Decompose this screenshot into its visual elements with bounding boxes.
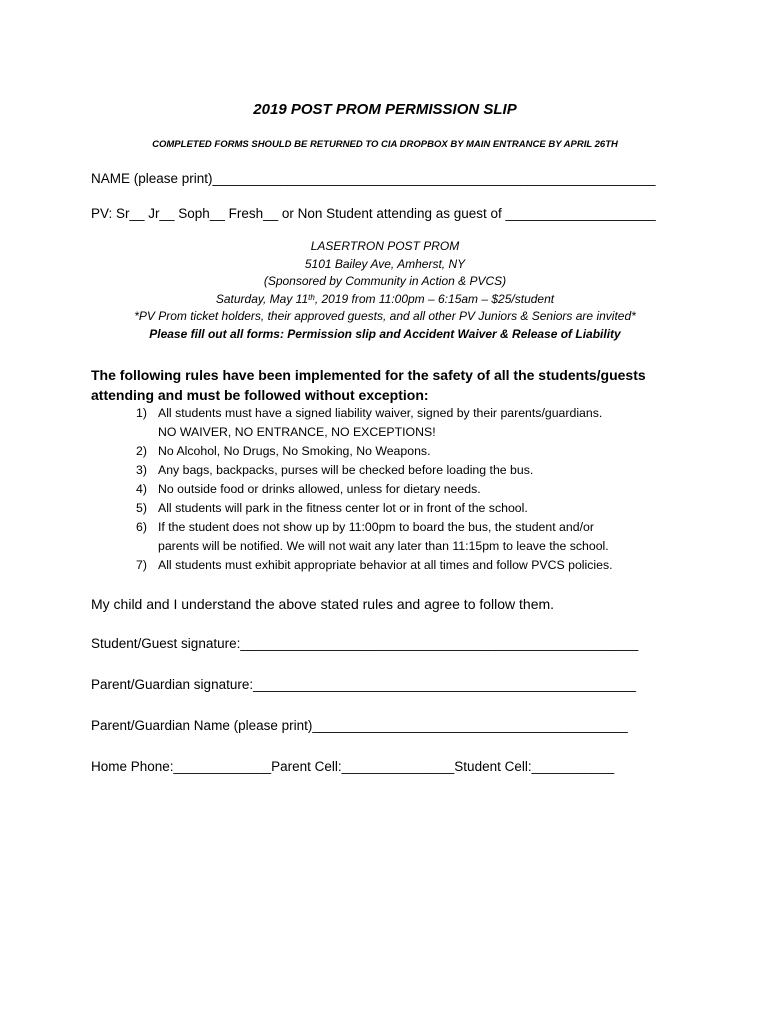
- event-date: Saturday, May 11th, 2019 from 11:00pm – 6:15am – $25/student: [215, 291, 555, 306]
- list-item: NO WAIVER, NO ENTRANCE, NO EXCEPTIONS!: [158, 425, 436, 439]
- event-sponsor: (Sponsored by Community in Action & PVCS): [263, 274, 507, 289]
- list-item: parents will be notified. We will not wait any later than 11:15pm to leave the school.: [158, 539, 609, 553]
- list-item: 2) No Alcohol, No Drugs, No Smoking, No Weapons.: [136, 444, 431, 458]
- event-address: 5101 Bailey Ave, Amherst, NY: [304, 256, 466, 271]
- parent-name-line: Parent/Guardian Name (please print)__________________________________________: [91, 718, 628, 733]
- list-item: 6) If the student does not show up by 11:00pm to board the bus, the student and/or: [136, 520, 594, 534]
- event-venue: LASERTRON POST PROM: [310, 239, 460, 253]
- list-item: 7) All students must exhibit appropriate behavior at all times and follow PVCS policies.: [136, 558, 613, 572]
- event-eligibility: *PV Prom ticket holders, their approved guests, and all other PV Juniors & Seniors are invited*: [134, 309, 636, 324]
- list-item: 1) All students must have a signed liability waiver, signed by their parents/guardians.: [136, 406, 603, 420]
- parent-signature-line: Parent/Guardian signature:___________________________________________________: [91, 677, 637, 692]
- pv-grade-field: PV: Sr__ Jr__ Soph__ Fresh__ or Non Student attending as guest of ____________________: [91, 206, 656, 221]
- phone-numbers-line: Home Phone:_____________Parent Cell:_______________Student Cell:___________: [91, 759, 615, 774]
- name-field: NAME (please print)___________________________________________________________: [91, 171, 656, 186]
- student-signature-line: Student/Guest signature:_____________________________________________________: [91, 636, 639, 651]
- rules-list: [136, 404, 613, 575]
- event-details: [0, 238, 770, 344]
- page-title: 2019 POST PROM PERMISSION SLIP: [253, 101, 517, 118]
- list-item: 4) No outside food or drinks allowed, unless for dietary needs.: [136, 482, 481, 496]
- agreement-statement: My child and I understand the above stated rules and agree to follow them.: [91, 596, 555, 612]
- event-instructions: Please fill out all forms: Permission slip and Accident Waiver & Release of Liability: [149, 326, 621, 341]
- list-item: 5) All students will park in the fitness center lot or in front of the school.: [136, 501, 528, 515]
- rules-heading: The following rules have been implemented for the safety of all the students/guests attending and must be followed without exception:: [91, 367, 646, 403]
- list-item: 3) Any bags, backpacks, purses will be checked before loading the bus.: [136, 463, 534, 477]
- return-instructions: COMPLETED FORMS SHOULD BE RETURNED TO CIA DROPBOX BY MAIN ENTRANCE BY APRIL 26TH: [152, 139, 618, 150]
